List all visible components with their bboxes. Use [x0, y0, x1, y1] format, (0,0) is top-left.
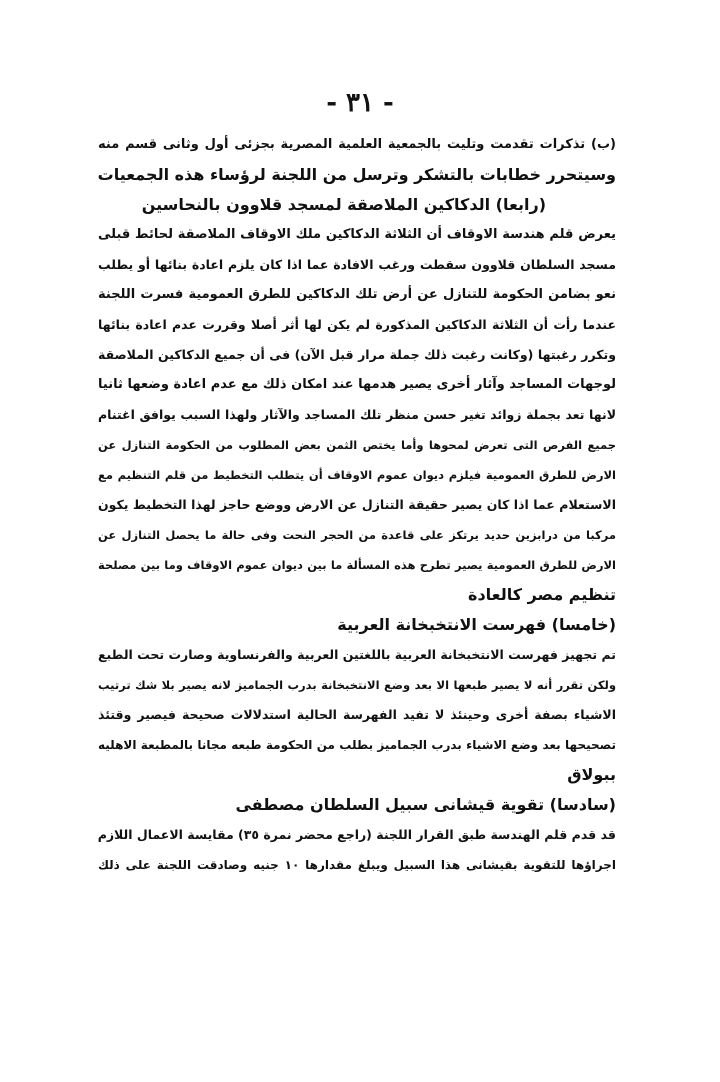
section-sadisa-line-1: قد قدم قلم الهندسة طبق القرار اللجنة (راجع محضر نمرة ٣٥) مقايسة الاعمال اللازم [98, 827, 616, 842]
section-khamisa-line-5: ببولاق [567, 765, 616, 784]
section-rabia-line-9: الارض للطرق العمومية فيلزم ديوان عموم الاوقاف أن يتطلب التخطيط من قلم التنظيم مع [98, 468, 616, 482]
section-rabia-heading: (رابعا) الدكاكين الملاصقة لمسجد قلاوون بالنحاسين [141, 195, 546, 214]
section-rabia-line-11: مركبا من درابزين حديد يرتكز على قاعدة من الحجر النحت وفى حالة ما يحصل التنازل عن [98, 528, 616, 542]
document-body [98, 130, 616, 880]
section-khamisa-line-1: تم تجهيز فهرست الانتخبخانة العربية باللغتين العربية والفرنساوية وصارت تحت الطبع [98, 647, 616, 662]
section-rabia-line-3: نعو بضامن الحكومة للتنازل عن أرض تلك الدكاكين للطرق العمومية فسرت اللجنة [98, 287, 616, 302]
section-b-line-2: وسيتحرر خطابات بالتشكر وترسل من اللجنة لرؤساء هذه الجمعيات [98, 165, 616, 184]
section-rabia-line-2: مسجد السلطان قلاوون سقطت ورغب الافادة عما اذا كان يلزم اعادة بنائها أو يطلب [98, 257, 616, 272]
section-khamisa-heading: (خامسا) فهرست الانتخبخانة العربية [337, 615, 616, 634]
section-khamisa-line-4: تصحيحها بعد وضع الاشياء بدرب الجماميز بطلب من الحكومة طبعه مجانا بالمطبعة الاهليه [98, 738, 616, 752]
section-rabia-line-5: وتكرر رغبتها (وكانت رغبت ذلك جملة مرار قبل الآن) فى أن جميع الدكاكين الملاصقة [98, 347, 616, 362]
section-rabia-line-6: لوجهات المساجد وآثار أخرى يصير هدمها عند امكان ذلك مع عدم اعادة وضعها ثانيا [98, 377, 616, 392]
section-sadisa-heading: (سادسا) تقوية قيشانى سبيل السلطان مصطفى [235, 795, 616, 814]
section-rabia-line-4: عندما رأت أن الثلاثة الدكاكين المذكورة لم يكن لها أثر أصلا وقررت عدم اعادة بنائها [98, 317, 616, 332]
section-sadisa-line-2: اجراؤها للتقوية بقيشانى هذا السبيل ويبلغ مقدارها ١٠ جنيه وصادقت اللجنة على ذلك [98, 858, 616, 872]
section-rabia-line-12: الارض للطرق العمومية يصير تطرح هذه المسألة ما بين ديوان عموم الاوقاف وما بين مصلحة [98, 558, 616, 572]
section-rabia-line-10: الاستعلام عما اذا كان يصير حقيقة التنازل عن الارض ووضع حاجز لهذا التخطيط يكون [98, 497, 616, 512]
section-b-line-1: (ب) تذكرات تقدمت وتليت بالجمعية العلمية المصرية بجزئى أول وثانى قسم منه [98, 137, 616, 152]
section-rabia-line-13: تنظيم مصر كالعادة [468, 585, 616, 604]
section-rabia-line-8: جميع الفرص التى تعرض لمحوها وأما يختص الثمن بعض المطلوب من الحكومة التنازل عن [98, 438, 616, 452]
section-khamisa-line-3: الاشياء بصفة أخرى وحينئذ لا تفيد الفهرسة الحالية استدلالات صحيحة فيصير وقتئذ [98, 707, 616, 722]
page-number: - ٣١ - [326, 88, 394, 118]
section-rabia-line-1: يعرض قلم هندسة الاوقاف أن الثلاثة الدكاكين ملك الاوقاف الملاصقة لحائط قبلى [98, 227, 616, 242]
section-khamisa-line-2: ولكن تقرر أنه لا يصير طبعها الا بعد وضع الانتخبخانة بدرب الجماميز لانه يصير بلا شك ترتيب [98, 678, 616, 692]
section-rabia-line-7: لانها تعد بجملة زوائد تغير حسن منظر تلك المساجد والآثار ولهذا السبب يوافق اغتنام [98, 407, 616, 422]
